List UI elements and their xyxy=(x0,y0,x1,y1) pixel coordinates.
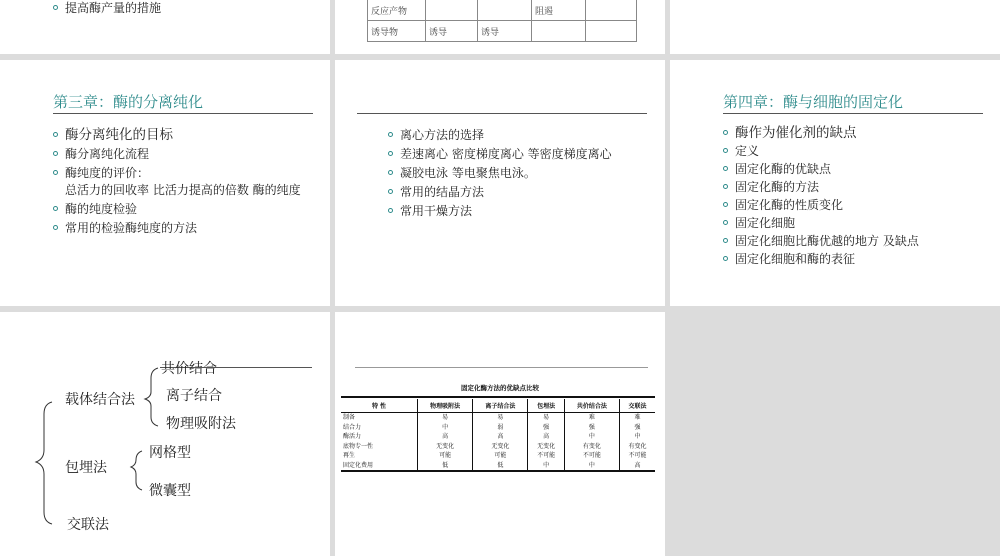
table-cell: 酶活力 xyxy=(343,433,362,440)
table-cell: 易 xyxy=(473,413,528,423)
list-item xyxy=(388,165,658,182)
bullet-icon xyxy=(53,151,58,156)
list-item-label: 酶分离纯化的目标 xyxy=(65,127,173,143)
bullet-icon xyxy=(388,132,393,137)
list-item xyxy=(723,143,993,160)
table-cell: 易 xyxy=(418,413,473,423)
title-divider xyxy=(723,113,983,114)
table-cell: 高 xyxy=(418,432,473,442)
brace-diagram xyxy=(0,312,330,556)
table-cell xyxy=(586,0,637,21)
list-item xyxy=(723,125,993,142)
list-item xyxy=(723,161,993,178)
table-cell: 固定化费用 xyxy=(341,461,418,472)
table-row xyxy=(341,461,655,472)
list-item xyxy=(723,215,993,232)
list-item xyxy=(53,165,315,199)
bullet-icon xyxy=(388,208,393,213)
list-item-label: 常用干燥方法 xyxy=(400,204,473,218)
table-cell: 强 xyxy=(564,423,619,433)
list-item-label: 常用的检验酶纯度的方法 xyxy=(65,221,198,235)
bullet-list xyxy=(53,0,161,19)
table-cell: 难 xyxy=(619,413,655,423)
list-item-label: 凝胶电泳 等电聚焦电泳。 xyxy=(400,166,536,180)
table-cell: 可能 xyxy=(473,451,528,461)
bullet-icon xyxy=(723,202,728,207)
table-row xyxy=(368,0,637,21)
bullet-icon xyxy=(53,170,58,175)
list-item xyxy=(53,146,315,163)
table-cell: 中 xyxy=(564,432,619,442)
table-row xyxy=(341,451,655,461)
table-cell: 结合力 xyxy=(343,423,362,431)
table-header-cell: 特 性 xyxy=(341,399,418,413)
slide-top-left[interactable] xyxy=(0,0,330,54)
list-item xyxy=(723,197,993,214)
bullet-list xyxy=(53,127,315,239)
list-item-label: 固定化细胞和酶的表征 xyxy=(735,252,856,266)
title-divider xyxy=(355,367,648,368)
method-physical: 物理吸附法 xyxy=(166,416,236,432)
list-item xyxy=(53,201,315,218)
bullet-icon xyxy=(53,5,58,10)
table-cell: 诱导 xyxy=(426,21,478,42)
list-item-label: 固定化酶的性质变化 xyxy=(735,198,844,212)
bullet-list xyxy=(388,127,658,222)
list-item-label: 离心方法的选择 xyxy=(400,128,485,142)
table-cell: 有变化 xyxy=(564,442,619,452)
list-item xyxy=(388,146,658,163)
table-top-border xyxy=(341,396,655,398)
table-cell xyxy=(532,21,586,42)
table-cell: 阻遏 xyxy=(532,0,586,21)
table-cell: 难 xyxy=(564,413,619,423)
bullet-icon xyxy=(388,151,393,156)
table-cell: 中 xyxy=(564,461,619,472)
list-item-label: 固定化酶的方法 xyxy=(735,180,820,194)
bullet-icon xyxy=(723,148,728,153)
method-carrier: 载体结合法 xyxy=(65,392,135,408)
table-cell: 可能 xyxy=(418,451,473,461)
table-cell: 反应产物 xyxy=(368,0,426,21)
bullet-icon xyxy=(723,184,728,189)
table-cell: 不可能 xyxy=(564,451,619,461)
slide-chapter4[interactable] xyxy=(670,60,1000,306)
table-header-cell: 物理吸附法 xyxy=(418,399,473,413)
list-item-label: 定义 xyxy=(735,144,760,158)
table-cell: 制备 xyxy=(343,414,356,421)
table-cell: 强 xyxy=(619,423,655,433)
table-header-cell: 包埋法 xyxy=(528,399,564,413)
list-item xyxy=(53,127,315,144)
table-cell: 有变化 xyxy=(619,442,655,452)
method-lattice: 网格型 xyxy=(149,445,191,461)
carrier-brace-icon xyxy=(145,368,158,426)
table-row xyxy=(341,432,655,442)
list-item-label: 固定化细胞 xyxy=(735,216,796,230)
list-item-label: 常用的结晶方法 xyxy=(400,185,485,199)
method-entrap: 包埋法 xyxy=(65,460,107,476)
list-item-label: 差速离心 密度梯度离心 等密度梯度离心 xyxy=(400,147,612,161)
comparison-table xyxy=(341,399,655,472)
table-cell: 诱导 xyxy=(478,21,532,42)
bullet-list xyxy=(723,125,993,269)
bullet-icon xyxy=(723,220,728,225)
list-item xyxy=(388,127,658,144)
method-micro: 微囊型 xyxy=(149,483,191,499)
list-item-label: 酶纯度的评价： xyxy=(65,166,150,180)
table-cell: 中 xyxy=(528,461,564,472)
table-cell: 无变化 xyxy=(418,442,473,452)
list-item-label: 酶的纯度检验 xyxy=(65,202,138,216)
table-row xyxy=(368,21,637,42)
table-cell: 高 xyxy=(619,461,655,472)
bullet-icon xyxy=(53,132,58,137)
table-row xyxy=(341,413,655,423)
list-item xyxy=(723,179,993,196)
slide-immobilization-methods[interactable] xyxy=(0,312,330,556)
table-cell xyxy=(586,21,637,42)
slide-chapter3[interactable] xyxy=(0,60,330,306)
slide-title: 第三章：酶的分离纯化 xyxy=(53,93,204,111)
list-item-label: 提高酶产量的措施 xyxy=(65,1,162,15)
table-header-row xyxy=(341,399,655,413)
table-cell: 中 xyxy=(619,432,655,442)
list-item-label: 固定化细胞比酶优越的地方 及缺点 xyxy=(735,234,919,248)
bullet-icon xyxy=(723,166,728,171)
list-item xyxy=(53,0,161,17)
table-cell: 诱导物 xyxy=(368,21,426,42)
table-cell: 不可能 xyxy=(619,451,655,461)
table-caption: 固定化酶方法的优缺点比较 xyxy=(461,384,539,392)
table-cell: 中 xyxy=(418,423,473,433)
bullet-icon xyxy=(53,206,58,211)
table-cell: 高 xyxy=(473,432,528,442)
list-item xyxy=(388,203,658,220)
table-cell: 强 xyxy=(528,423,564,433)
table-header-cell: 交联法 xyxy=(619,399,655,413)
bullet-icon xyxy=(723,256,728,261)
list-item xyxy=(723,251,993,268)
slide-top-middle[interactable] xyxy=(335,0,665,54)
list-item-label: 酶分离纯化流程 xyxy=(65,147,150,161)
slide-top-right[interactable] xyxy=(670,0,1000,54)
list-item-label: 酶作为催化剂的缺点 xyxy=(735,125,857,141)
list-item xyxy=(53,220,315,237)
induction-table xyxy=(367,0,637,42)
bullet-icon xyxy=(53,225,58,230)
table-cell: 低 xyxy=(418,461,473,472)
slide-separation-methods[interactable] xyxy=(335,60,665,306)
table-cell: 易 xyxy=(528,413,564,423)
table-cell: 高 xyxy=(528,432,564,442)
bullet-icon xyxy=(723,130,728,135)
title-divider xyxy=(357,113,647,114)
table-header-cell: 离子结合法 xyxy=(473,399,528,413)
slide-comparison-table[interactable] xyxy=(335,312,665,556)
table-cell: 低 xyxy=(473,461,528,472)
list-item xyxy=(388,184,658,201)
table-cell: 无变化 xyxy=(528,442,564,452)
list-item-label: 固定化酶的优缺点 xyxy=(735,162,832,176)
table-cell xyxy=(478,0,532,21)
method-covalent: 共价结合 xyxy=(161,361,217,377)
table-cell: 无变化 xyxy=(473,442,528,452)
table-row xyxy=(341,442,655,452)
slide-title: 第四章：酶与细胞的固定化 xyxy=(723,93,904,111)
method-crosslink: 交联法 xyxy=(67,517,109,533)
table-cell: 不可能 xyxy=(528,451,564,461)
table-cell: 弱 xyxy=(473,423,528,433)
bullet-icon xyxy=(388,189,393,194)
table-cell: 再生 xyxy=(343,452,356,459)
list-item-subtext: 总活力的回收率 比活力提高的倍数 酶的纯度 xyxy=(65,183,301,197)
bullet-icon xyxy=(723,238,728,243)
bullet-icon xyxy=(388,170,393,175)
table-row xyxy=(341,423,655,433)
list-item xyxy=(723,233,993,250)
table-cell xyxy=(426,0,478,21)
title-divider xyxy=(53,113,313,114)
entrap-brace-icon xyxy=(131,451,142,490)
table-header-cell: 共价结合法 xyxy=(564,399,619,413)
method-ionic: 离子结合 xyxy=(166,388,222,404)
table-cell: 底物专一性 xyxy=(343,442,374,450)
outer-brace-icon xyxy=(36,402,52,524)
